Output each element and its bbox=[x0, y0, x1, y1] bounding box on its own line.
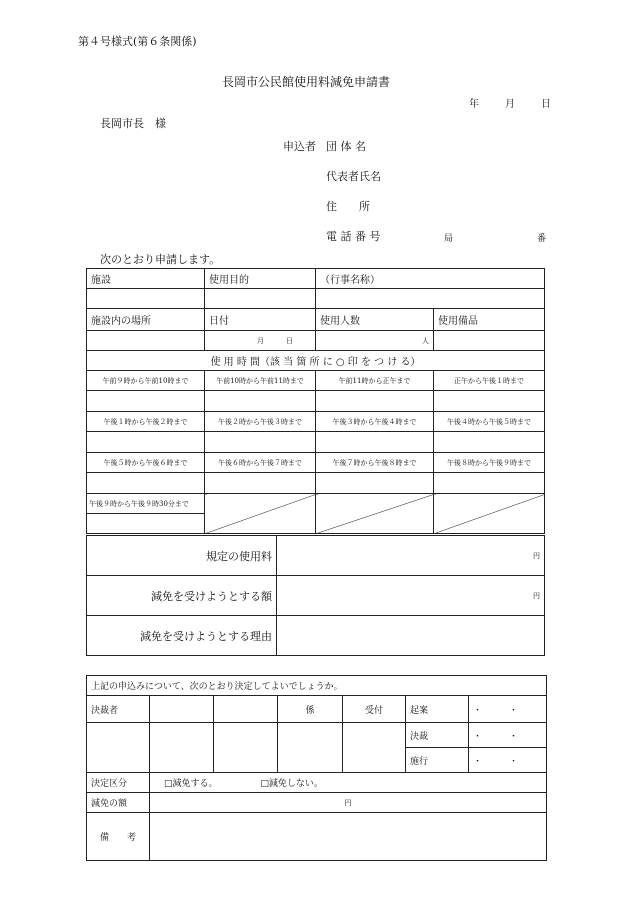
reduction-reason-field[interactable] bbox=[277, 616, 545, 656]
organization-name-label: 団 体 名 bbox=[326, 140, 366, 153]
day-unit: 日 bbox=[286, 336, 293, 345]
month-unit: 月 bbox=[257, 336, 264, 345]
time-slot-label: 午前10時から午前11時まで bbox=[205, 371, 316, 391]
people-label: 使用人数 bbox=[316, 309, 434, 331]
time-slot-mark[interactable] bbox=[205, 432, 316, 453]
seal-cell[interactable] bbox=[87, 723, 150, 773]
approver-cell[interactable] bbox=[214, 696, 278, 723]
purpose-field[interactable] bbox=[205, 289, 316, 309]
drafted-date[interactable]: ・ ・ bbox=[469, 696, 547, 723]
form-title: 長岡市公民館使用料減免申請書 bbox=[222, 75, 391, 89]
yen-unit: 円 bbox=[533, 591, 540, 600]
representative-name-label: 代表者氏名 bbox=[326, 170, 381, 183]
time-slot-mark[interactable] bbox=[434, 391, 545, 412]
place-label: 施設内の場所 bbox=[87, 309, 205, 331]
time-slot-label: 午後２時から午後３時まで bbox=[205, 412, 316, 432]
standard-fee-label: 規定の使用料 bbox=[87, 536, 277, 576]
decided-date[interactable]: ・ ・ bbox=[469, 723, 547, 748]
seal-cell[interactable] bbox=[150, 723, 214, 773]
time-slot-mark[interactable] bbox=[316, 432, 434, 453]
time-slot-label: 午前９時から午前10時まで bbox=[87, 371, 205, 391]
amount-field[interactable] bbox=[150, 793, 547, 813]
unused-cell bbox=[434, 494, 545, 534]
decision-options bbox=[150, 773, 547, 793]
purpose-label: 使用目的 bbox=[205, 269, 316, 289]
staff-label: 係 bbox=[278, 696, 343, 723]
date-month-label: 月 bbox=[505, 99, 515, 110]
time-slot-mark[interactable] bbox=[205, 473, 316, 494]
reduction-amount-label: 減免を受けようとする額 bbox=[87, 576, 277, 616]
time-slot-mark[interactable] bbox=[87, 432, 205, 453]
time-slot-label: 午後４時から午後５時まで bbox=[434, 412, 545, 432]
unused-cell bbox=[316, 494, 434, 534]
time-slot-label: 午後８時から午後９時まで bbox=[434, 453, 545, 473]
time-slot-label: 午後９時から午後９時30分まで bbox=[87, 494, 205, 514]
time-slot-label: 午後７時から午後８時まで bbox=[316, 453, 434, 473]
equipment-label: 使用備品 bbox=[434, 309, 545, 331]
time-slot-label: 午前11時から正午まで bbox=[316, 371, 434, 391]
phone-exchange-label: 局 bbox=[444, 234, 454, 244]
time-slot-mark[interactable] bbox=[87, 473, 205, 494]
addressee: 長岡市長 様 bbox=[100, 117, 166, 130]
facility-label: 施設 bbox=[87, 269, 205, 289]
time-slot-mark[interactable] bbox=[87, 514, 205, 534]
phone-label: 電 話 番 号 bbox=[326, 230, 381, 243]
time-slot-label: 正午から午後１時まで bbox=[434, 371, 545, 391]
approval-table bbox=[86, 675, 547, 861]
intro-text: 次のとおり申請します。 bbox=[100, 253, 221, 266]
applicant-label: 申込者 bbox=[283, 140, 316, 153]
time-header: 使 用 時 間（該 当 箇 所 に ○ 印 を つ け る） bbox=[87, 351, 545, 371]
date-field[interactable] bbox=[205, 331, 316, 351]
yen-unit: 円 bbox=[344, 798, 352, 807]
seal-cell[interactable] bbox=[278, 723, 343, 773]
unused-cell bbox=[205, 494, 316, 534]
persons-unit: 人 bbox=[422, 336, 429, 345]
reduction-amount-field[interactable] bbox=[277, 576, 545, 616]
address-label: 住 所 bbox=[326, 200, 370, 213]
drafted-label: 起案 bbox=[406, 696, 469, 723]
event-name-label: （行事名称） bbox=[316, 269, 545, 289]
fee-table bbox=[86, 535, 545, 656]
amount-label: 減免の額 bbox=[87, 793, 150, 813]
time-slot-mark[interactable] bbox=[316, 473, 434, 494]
standard-fee-field[interactable] bbox=[277, 536, 545, 576]
reception-label: 受付 bbox=[343, 696, 406, 723]
equipment-field[interactable] bbox=[434, 331, 545, 351]
deny-checkbox[interactable]: □減免しない。 bbox=[260, 779, 323, 789]
time-slot-label: 午後５時から午後６時まで bbox=[87, 453, 205, 473]
time-slot-label: 午後６時から午後７時まで bbox=[205, 453, 316, 473]
form-number: 第４号様式(第６条関係) bbox=[78, 35, 197, 48]
time-slot-label: 午後３時から午後４時まで bbox=[316, 412, 434, 432]
executed-label: 施行 bbox=[406, 748, 469, 773]
usage-table bbox=[86, 268, 545, 534]
date-day-label: 日 bbox=[541, 99, 551, 110]
approval-note: 上記の申込みについて、次のとおり決定してよいでしょうか。 bbox=[87, 676, 547, 696]
seal-cell[interactable] bbox=[214, 723, 278, 773]
people-field[interactable] bbox=[316, 331, 434, 351]
remarks-field[interactable] bbox=[150, 813, 547, 861]
decided-label: 決裁 bbox=[406, 723, 469, 748]
approver-cell[interactable] bbox=[150, 696, 214, 723]
executed-date[interactable]: ・ ・ bbox=[469, 748, 547, 773]
approver-label: 決裁者 bbox=[87, 696, 150, 723]
facility-field[interactable] bbox=[87, 289, 205, 309]
seal-cell[interactable] bbox=[343, 723, 406, 773]
time-slot-mark[interactable] bbox=[434, 473, 545, 494]
time-slot-mark[interactable] bbox=[205, 391, 316, 412]
time-slot-mark[interactable] bbox=[316, 391, 434, 412]
time-slot-mark[interactable] bbox=[87, 391, 205, 412]
time-slot-label: 午後１時から午後２時まで bbox=[87, 412, 205, 432]
time-slot-mark[interactable] bbox=[434, 432, 545, 453]
date-label: 日付 bbox=[205, 309, 316, 331]
yen-unit: 円 bbox=[533, 551, 540, 560]
grant-checkbox[interactable]: □減免する。 bbox=[164, 779, 218, 789]
remarks-label: 備 考 bbox=[87, 813, 150, 861]
event-name-field[interactable] bbox=[316, 289, 545, 309]
place-field[interactable] bbox=[87, 331, 205, 351]
phone-number-label: 番 bbox=[537, 234, 547, 244]
decision-label: 決定区分 bbox=[87, 773, 150, 793]
date-year-label: 年 bbox=[469, 99, 479, 110]
reduction-reason-label: 減免を受けようとする理由 bbox=[87, 616, 277, 656]
